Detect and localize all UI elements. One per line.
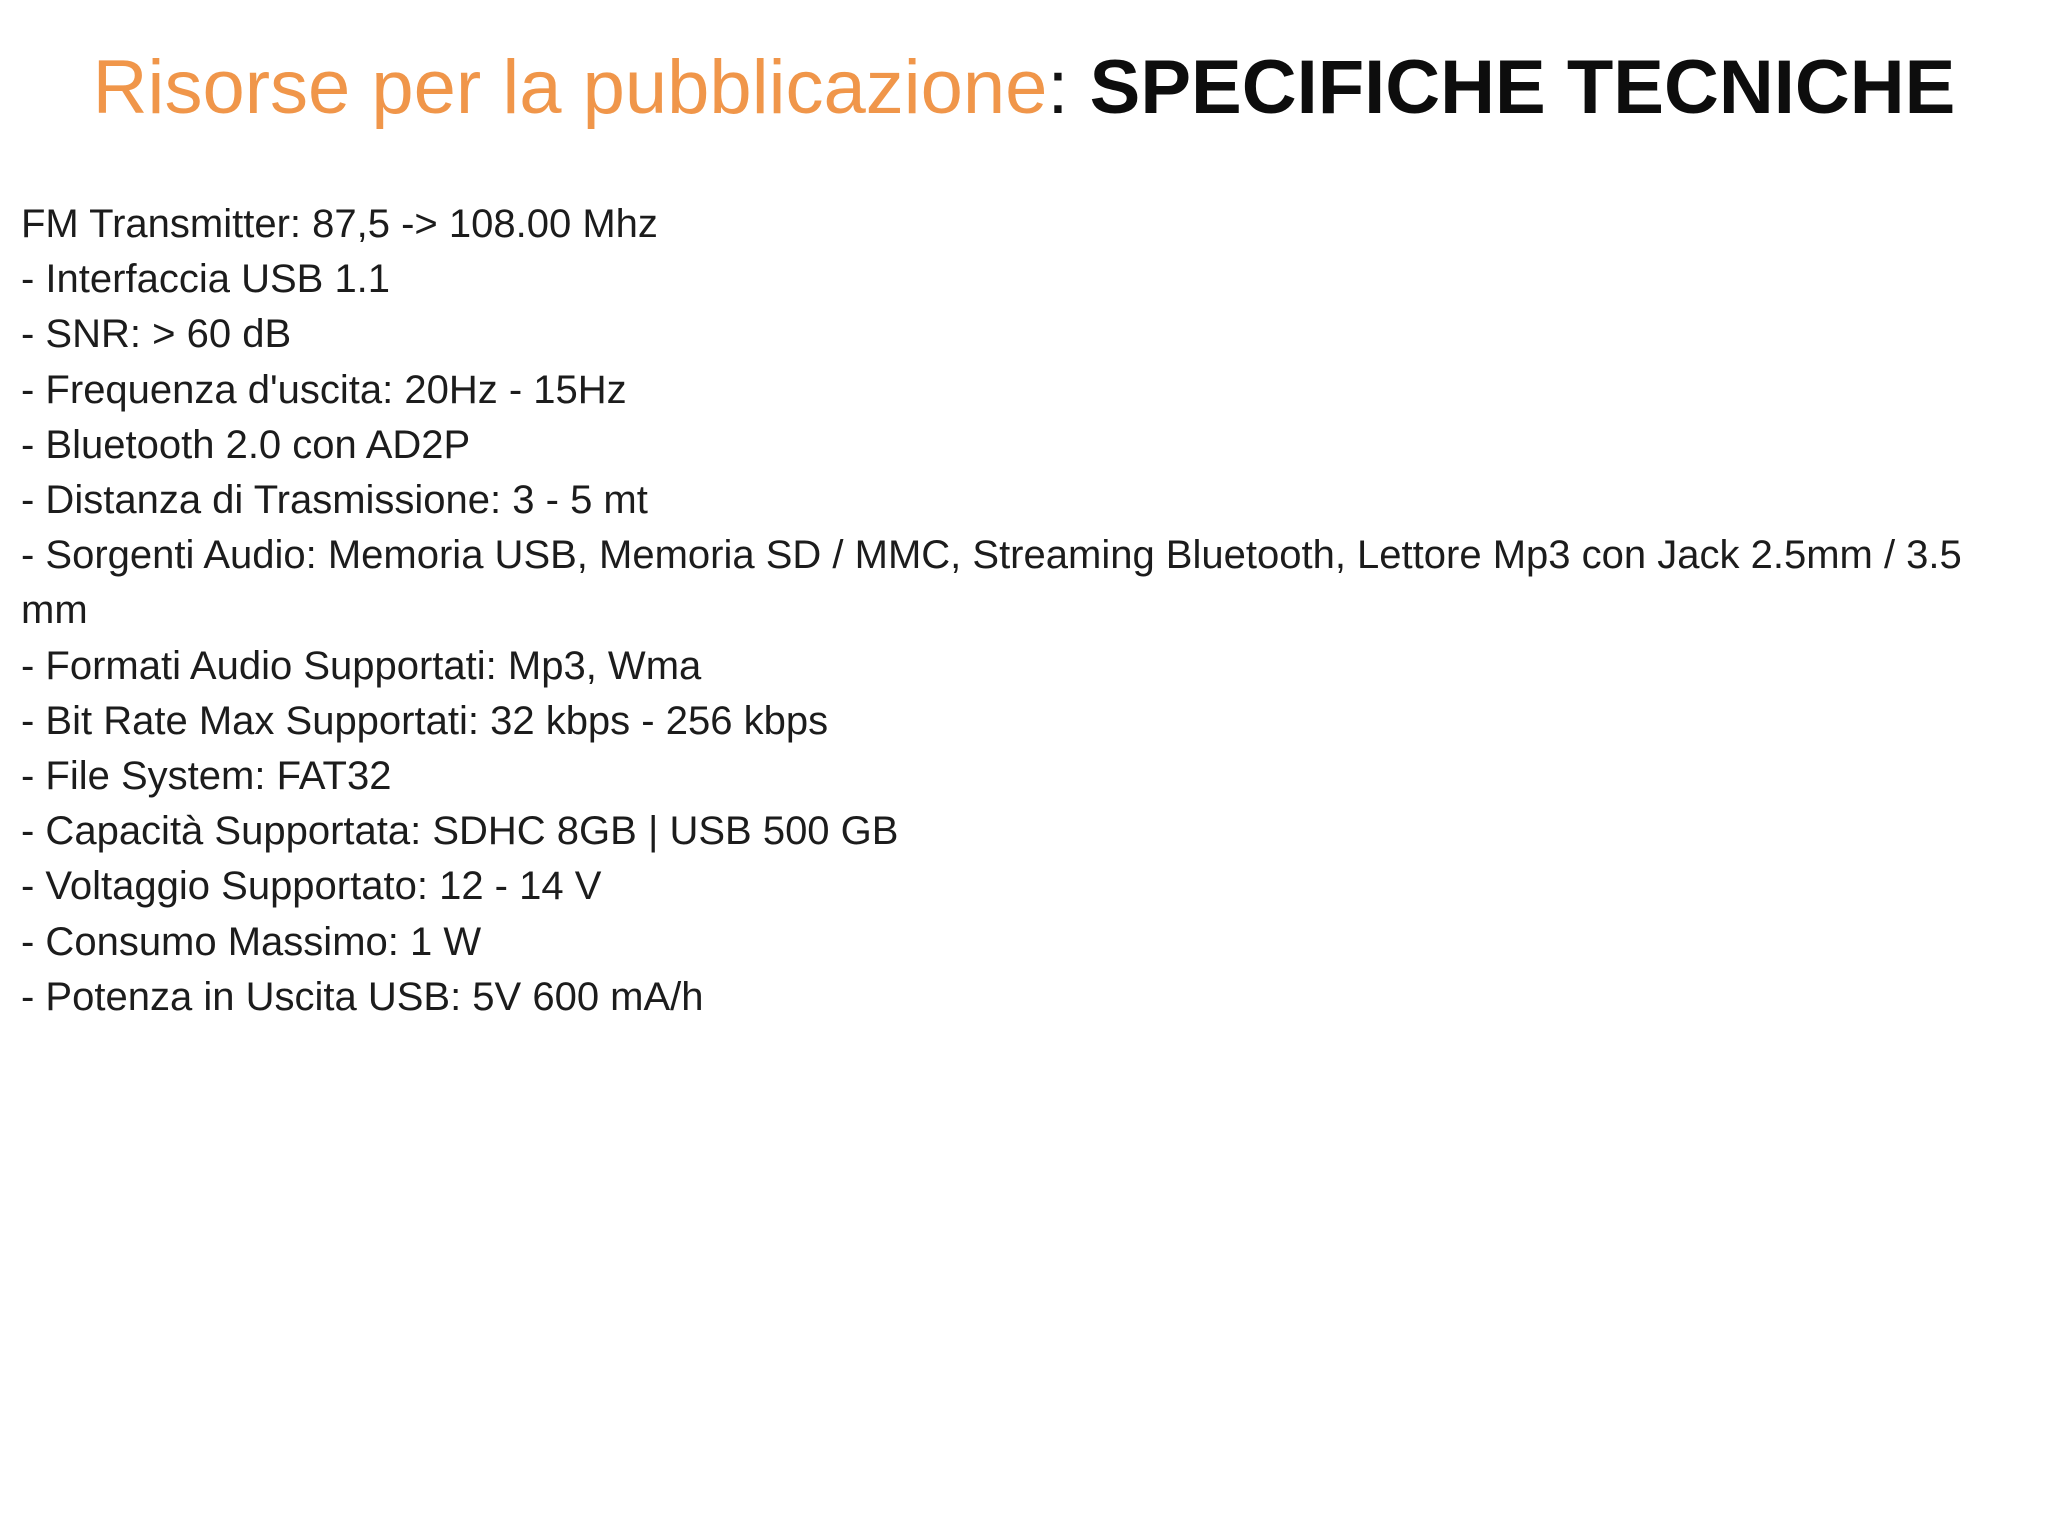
spec-item: - Interfaccia USB 1.1 (21, 257, 391, 302)
spec-item: - Formati Audio Supportati: Mp3, Wma (21, 643, 702, 688)
spec-item: - Sorgenti Audio: Memoria USB, Memoria SD / MMC, Streaming Bluetooth, Lettore Mp3 con Jack 2.5mm / 3.5 mm (21, 533, 1962, 633)
title-bold-text: SPECIFICHE TECNICHE (1089, 45, 1956, 130)
spec-item: - Frequenza d'uscita: 20Hz - 15Hz (21, 367, 627, 412)
spec-item: - Potenza in Uscita USB: 5V 600 mA/h (21, 974, 704, 1019)
page-title (0, 38, 2048, 138)
title-separator: : (1047, 45, 1069, 130)
spec-list (21, 197, 2011, 1025)
spec-item: - Consumo Massimo: 1 W (21, 919, 482, 964)
spec-item: - Bluetooth 2.0 con AD2P (21, 422, 471, 467)
spec-item: - Distanza di Trasmissione: 3 - 5 mt (21, 478, 648, 523)
spec-item: - Capacità Supportata: SDHC 8GB | USB 500 GB (21, 809, 899, 854)
spec-item: - SNR: > 60 dB (21, 312, 292, 357)
spec-item: - Voltaggio Supportato: 12 - 14 V (21, 864, 602, 909)
spec-item: - Bit Rate Max Supportati: 32 kbps - 256 kbps (21, 698, 829, 743)
title-accent-text: Risorse per la pubblicazione (92, 45, 1048, 130)
spec-header-line: FM Transmitter: 87,5 -> 108.00 Mhz (21, 202, 658, 246)
spec-item: - File System: FAT32 (21, 754, 392, 799)
